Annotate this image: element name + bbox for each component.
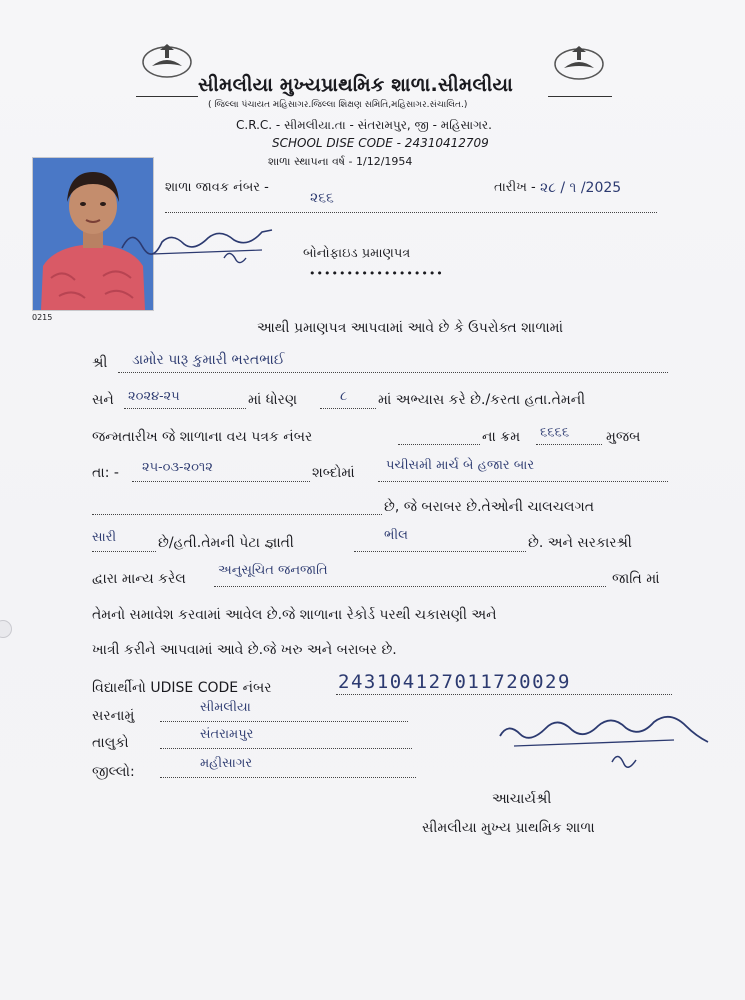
school-udise-code: SCHOOL DISE CODE - 24310412709 — [272, 136, 489, 150]
body-line-2-prefix: શ્રી — [92, 355, 108, 371]
category-dotline — [214, 586, 606, 587]
address-label: સરનામું — [92, 708, 135, 724]
year-dotline — [124, 408, 246, 409]
body-line-3a: સને — [92, 392, 114, 408]
photo-code: 0215 — [32, 313, 53, 322]
taluka-dotline — [160, 748, 412, 749]
student-udise-value: 243104127011720029 — [338, 671, 571, 693]
body-line-8b: જાતિ માં — [612, 571, 660, 587]
school-name: સીમલીયા મુખ્યપ્રાથમિક શાળા.સીમલીયા — [198, 74, 513, 96]
body-line-1: આથી પ્રમાણપત્ર આપવામાં આવે છે કે ઉપરોક્ત શાળામાં — [257, 320, 563, 336]
address-value: સીમલીયા — [200, 700, 251, 715]
udise-dotline — [336, 694, 672, 695]
words-dotline-2 — [92, 514, 382, 515]
certificate-title: બોનોફાઇડ પ્રમાણપત્ર — [303, 246, 411, 261]
body-line-4c: મુજબ — [606, 429, 641, 445]
std-dotline — [320, 408, 376, 409]
academic-year: ૨૦૨૪-૨૫ — [128, 389, 180, 404]
caste-value: ભીલ — [384, 528, 408, 543]
body-line-3b: માં ધોરણ — [248, 392, 298, 408]
body-line-7b: છે. અને સરકારશ્રી — [528, 535, 632, 551]
outward-number-value: ૨૬૬ — [310, 190, 334, 206]
body-line-10: ખાત્રી કરીને આપવામાં આવે છે.જે ખરુ અને બરાબર છે. — [92, 642, 397, 658]
body-line-3c: માં અભ્યાસ કરે છે./કરતા હતા.તેમની — [378, 392, 586, 408]
principal-school: સીમલીયા મુખ્ય પ્રાથમિક શાળા — [422, 820, 595, 836]
taluka-label: તાલુકો — [92, 735, 129, 751]
caste-dotline — [354, 551, 526, 552]
title-rule-left — [136, 96, 198, 97]
title-stars: •••••••••••••••••• — [309, 267, 444, 280]
address-dotline — [160, 721, 408, 722]
date-value: ૨૮ / ૧ /2025 — [540, 180, 622, 196]
taluka-value: સંતરામપુર — [200, 727, 254, 742]
body-line-7a: છે/હતી.તેમની પેટા જ્ઞાતી — [158, 535, 294, 551]
birth-date-words: પચીસમી માર્ચ બે હજાર બાર — [386, 458, 535, 473]
register-dotline — [398, 444, 480, 445]
conduct-dotline — [92, 551, 156, 552]
left-emblem-icon — [140, 40, 194, 80]
student-udise-label: વિદ્યાર્થીનો UDISE CODE નંબર — [92, 680, 272, 696]
principal-title: આચાર્યશ્રી — [492, 791, 552, 807]
standard-value: ૮ — [340, 389, 348, 404]
conduct-value: સારી — [92, 530, 117, 545]
outward-number-label: શાળા જાવક નંબર - — [165, 180, 269, 195]
words-dotline — [378, 481, 668, 482]
header-divider — [165, 212, 657, 213]
dob-dotline — [132, 481, 310, 482]
establishment-year: શાળા સ્થાપના વર્ષ - 1/12/1954 — [268, 155, 413, 168]
crc-line: C.R.C. - સીમલીયા.તા - સંતરામપુર, જી - મહિસાગર. — [236, 118, 492, 132]
body-line-9: તેમનો સમાવેશ કરવામાં આવેલ છે.જે શાળાના રેકોર્ડ પરથી ચકાસણી અને — [92, 607, 497, 623]
school-subtitle: ( જિલ્લા પંચાયત મહિસાગર.જિલ્લા શિક્ષણ સમિતિ,મહિસાગર.સંચાલિત.) — [208, 100, 468, 110]
register-serial: ૬૬૬૬ — [540, 425, 570, 440]
body-line-4a: જન્મતારીખ જે શાળાના વય પત્રક નંબર — [92, 429, 313, 445]
serial-dotline — [536, 444, 602, 445]
name-dotline — [118, 372, 668, 373]
body-line-5b: શબ્દોમાં — [312, 465, 355, 481]
body-line-8a: દ્વારા માન્ય કરેલ — [92, 571, 186, 587]
title-rule-right — [548, 96, 612, 97]
principal-signature — [494, 706, 716, 776]
district-value: મહીસાગર — [200, 756, 253, 771]
district-dotline — [160, 777, 416, 778]
district-label: જીલ્લો: — [92, 764, 135, 780]
category-value: અનુસૂચિત જનજાતિ — [218, 563, 328, 578]
student-name: ડામોર પારૂ કુમારી ભરતભાઈ — [132, 352, 285, 368]
body-line-6: છે, જે બરાબર છે.તેઓની ચાલચલગત — [384, 499, 595, 515]
body-line-4b: ના ક્રમ — [482, 429, 521, 445]
right-emblem-icon — [552, 42, 606, 82]
date-label: તારીખ - — [494, 180, 536, 195]
punch-hole — [0, 620, 12, 638]
photo-signature — [112, 218, 282, 272]
body-line-5a: તા: - — [92, 465, 119, 481]
birth-date: ૨૫-૦૩-૨૦૧૨ — [142, 460, 213, 475]
